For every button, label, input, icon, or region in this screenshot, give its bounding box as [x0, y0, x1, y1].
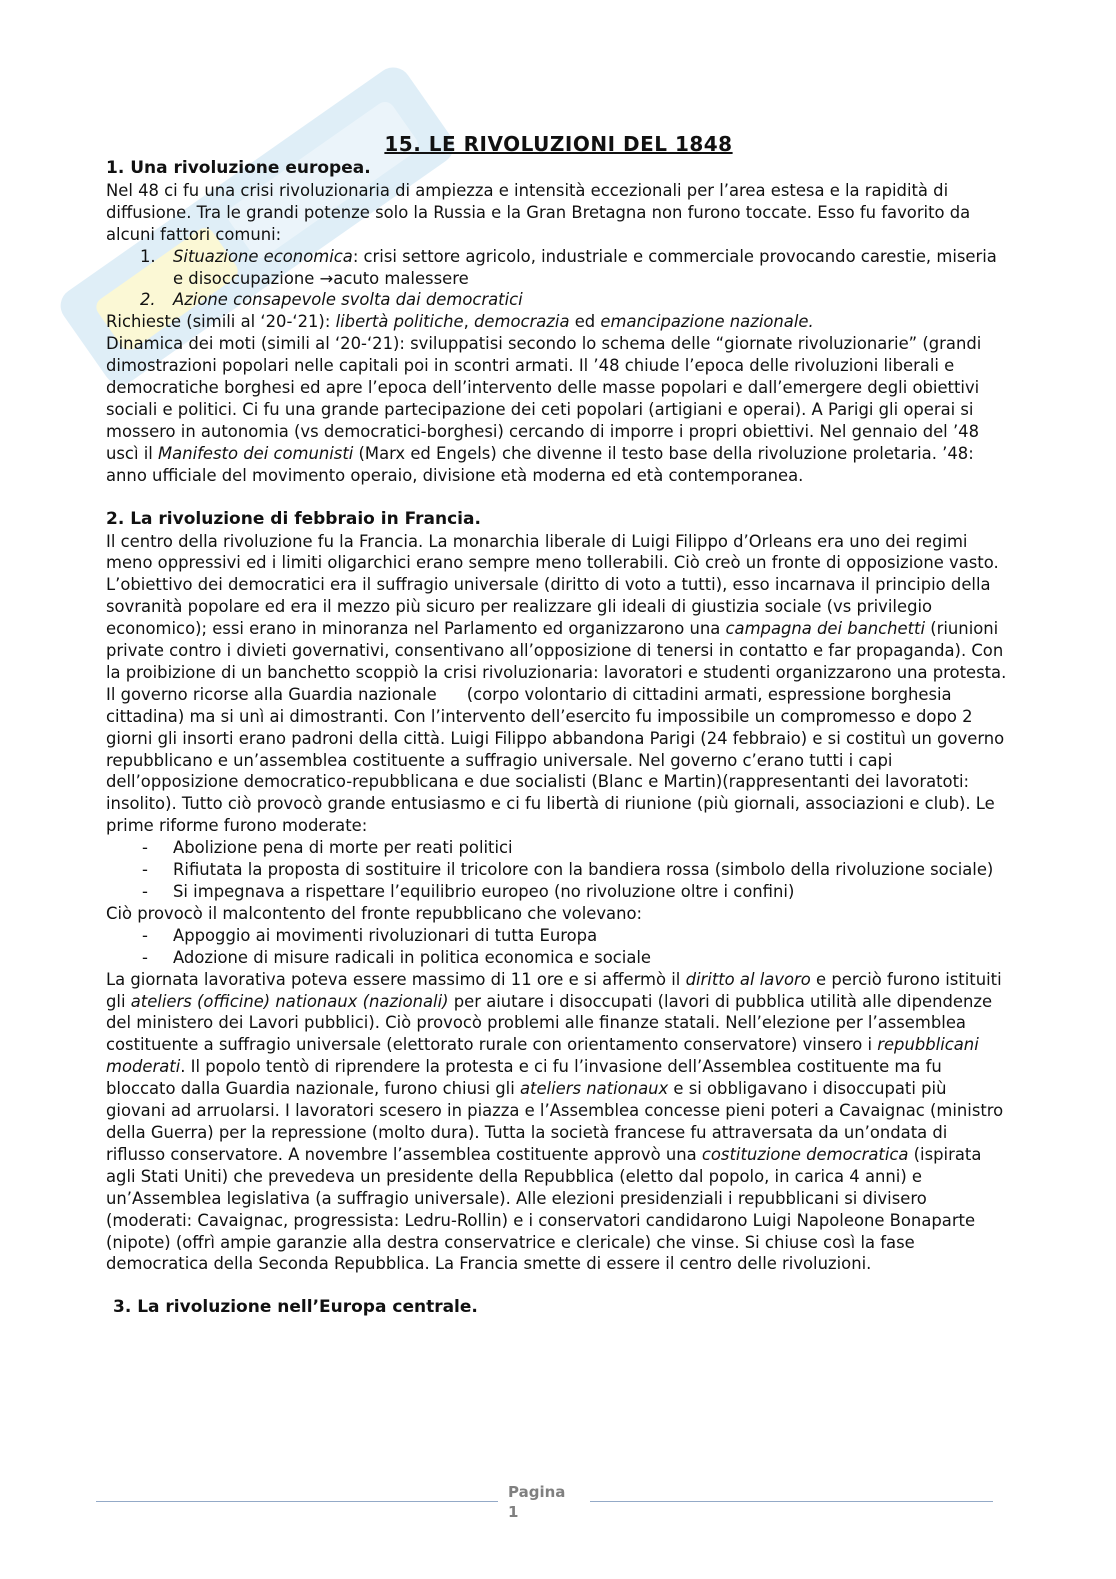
emphasis: libertà politiche	[335, 312, 464, 332]
list-number: 2.	[140, 290, 156, 310]
footer-rule	[590, 1501, 993, 1502]
text: (Marx ed Engels) che divenne il testo base della rivoluzione proletaria. ’48: anno ufficiale del movimento operaio, divisione età moderna ed età contemporanea.	[106, 443, 974, 485]
document-body	[106, 132, 1011, 1319]
section-2	[106, 509, 1011, 1276]
emphasis: Situazione economica	[173, 246, 353, 266]
list-number: 1.	[140, 246, 156, 266]
text: e perciò furono istituiti gli	[106, 969, 1002, 1011]
emphasis: Manifesto dei comunisti	[158, 443, 354, 463]
text: . Il popolo tentò di riprendere la protesta e ci fu l’invasione dell’Assemblea costituente ma fu bloccato dalla Guardia nazionale, furono chiusi gli	[106, 1057, 942, 1099]
section-3	[106, 1297, 1011, 1319]
paragraph	[106, 969, 1011, 1276]
list-item: - Rifiutata la proposta di sostituire il tricolore con la bandiera rossa (simbolo della rivoluzione sociale)	[142, 860, 994, 880]
text: ed	[569, 312, 601, 332]
list-item: - Appoggio ai movimenti rivoluzionari di tutta Europa	[142, 925, 598, 945]
list-item: - Adozione di misure radicali in politica economica e sociale	[142, 947, 652, 967]
list-item: - Abolizione pena di morte per reati politici	[142, 838, 513, 858]
emphasis: diritto al lavoro	[685, 969, 811, 989]
text: Il centro della rivoluzione fu la Francia. La monarchia liberale di Luigi Filippo d’Orleans era uno dei regimi meno oppressivi ed i limiti oligarchici erano sempre meno tollerabili. Ciò creò un fronte di opposizione vasto. L’obiettivo dei democratici era il suffragio universale (diritto di voto a tutti), esso incarnava il principio della sovranità popolare ed era il mezzo più sicuro per realizzare gli ideali di giustizia sociale (vs privilegio economico); essi erano in minoranza nel Parlamento ed organizzarono una	[106, 531, 999, 639]
page-label: Pagina	[508, 1483, 566, 1501]
reforms-list	[106, 837, 1011, 903]
section-heading: 1. Una rivoluzione europea.	[106, 158, 371, 178]
emphasis: emancipazione nazionale.	[600, 312, 814, 332]
text: e si obbligavano i disoccupati più giovani ad arruolarsi. I lavoratori scesero in piazza e l’Assemblea concesse pieni poteri a Cavaignac (ministro della Guerra) per la repressione (molto dura). Tutta la società francese fu attraversata da un’ondata di riflusso conservatore. A novembre l’assemblea costituente approvò una	[106, 1079, 1004, 1164]
emphasis: repubblicani moderati	[106, 1035, 979, 1077]
text: (ispirata agli Stati Uniti) che prevedeva un presidente della Repubblica (eletto dal popolo, in carica 4 anni) e un’Assemblea legislativa (a suffragio universale). Alle elezioni presidenziali i repubblicani si divisero (moderati: Cavaignac, progressista: Ledru-Rollin) e i conservatori candidarono Luigi Napoleone Bonaparte (nipote) (offrì ampie garanzie alla destra conservatrice e clericale) che vinse. Si chiuse così la fase democratica della Seconda Repubblica. La Francia smette di essere il centro delle rivoluzioni.	[106, 1144, 982, 1274]
section-heading: 2. La rivoluzione di febbraio in Francia.	[106, 508, 481, 529]
section-heading: 3. La rivoluzione nell’Europa centrale.	[113, 1297, 478, 1318]
list-item-text: Appoggio ai movimenti rivoluzionari di tutta Europa	[173, 925, 598, 945]
list-item-text: Adozione di misure radicali in politica economica e sociale	[173, 947, 652, 967]
demands-list	[106, 925, 1011, 969]
emphasis: Azione consapevole svolta dai democratici	[173, 290, 523, 310]
emphasis: costituzione democratica	[701, 1144, 909, 1164]
emphasis: campagna dei banchetti	[725, 619, 926, 639]
text: La giornata lavorativa poteva essere massimo di 11 ore e si affermò il	[106, 969, 686, 989]
document-title: 15. LE RIVOLUZIONI DEL 1848	[384, 132, 733, 156]
text: Dinamica dei moti (simili al ‘20-‘21): sviluppatisi secondo lo schema delle “giornate rivoluzionarie” (grandi dimostrazioni popolari nelle capitali poi in scontri armati. Il ’48 chiude l’epoca delle rivoluzioni liberali e democratiche borghesi ed apre l’epoca dell’intervento delle masse popolari e dall’emergere degli obiettivi sociali e politici. Ci fu una grande partecipazione dei ceti popolari (artigiani e operai). A Parigi gli operai si mossero in autonomia (vs democratici-borghesi) cercando di imporre i propri obiettivi. Nel gennaio del ’48 uscì il	[106, 334, 982, 463]
text: ,	[463, 312, 475, 332]
list-item	[106, 289, 1011, 311]
text: (riunioni private contro i divieti governativi, consentivano all’opposizione di tenersi in contatto e far propaganda). Con la proibizione di un banchetto scoppiò la crisi rivoluzionaria: lavoratori e studenti organizzarono una protesta. Il governo ricorse alla Guardia nazionale	[106, 619, 1007, 704]
text: (corpo volontario di cittadini armati, espressione borghesia cittadina) ma si unì ai dimostranti. Con l’intervento dell’esercito fu impossibile un compromesso e dopo 2 giorni gli insorti erano padroni della città. Luigi Filippo abbandona Parigi (24 febbraio) e si costituì un governo repubblicano e un’assemblea costituente a suffragio universale. Nel governo c’erano tutti i capi dell’opposizione democratico-repubblicana e due socialisti (Blanc e Martin)(rappresentanti dei lavoratoti: insolito). Tutto ciò provocò grande entusiasmo e ci fu libertà di riunione (più giornali, associazioni e club). Le prime riforme furono moderate:	[106, 684, 1005, 836]
emphasis: ateliers nationaux	[520, 1079, 669, 1099]
paragraph: Ciò provocò il malcontento del fronte repubblicano che volevano:	[106, 903, 643, 923]
paragraph-dynamics	[106, 333, 1011, 486]
emphasis: democrazia	[474, 312, 570, 332]
page-number-label	[508, 1482, 578, 1522]
section-1	[106, 158, 1011, 487]
list-item-text: Abolizione pena di morte per reati politici	[173, 838, 513, 858]
list-item	[106, 246, 1011, 290]
factors-list	[106, 246, 1011, 312]
text: Richieste (simili al ‘20-‘21):	[106, 312, 336, 332]
list-item-text: Rifiutata la proposta di sostituire il tricolore con la bandiera rossa (simbolo della rivoluzione sociale)	[173, 860, 994, 880]
page-footer	[96, 1482, 993, 1526]
paragraph	[106, 531, 1011, 838]
footer-rule	[96, 1501, 498, 1502]
list-item: - Si impegnava a rispettare l’equilibrio europeo (no rivoluzione oltre i confini)	[142, 882, 795, 901]
list-item-text: : crisi settore agricolo, industriale e commerciale provocando carestie, miseria e disoccupazione →acuto malessere	[173, 246, 997, 288]
page-number: 1	[508, 1503, 519, 1521]
text: per aiutare i disoccupati (lavori di pubblica utilità alle dipendenze del ministero dei Lavori pubblici). Ciò provocò problemi alle finanze statali. Nell’elezione per l’assemblea costituente a suffragio universale (elettorato rurale con orientamento conservatore) vinsero i	[106, 991, 993, 1055]
emphasis: ateliers (officine) nationaux (nazionali)	[130, 991, 449, 1011]
list-item-text: Si impegnava a rispettare l’equilibrio europeo (no rivoluzione oltre i confini)	[173, 882, 795, 901]
paragraph-demands	[106, 311, 1011, 333]
paragraph: Nel 48 ci fu una crisi rivoluzionaria di ampiezza e intensità eccezionali per l’area estesa e la rapidità di diffusione. Tra le grandi potenze solo la Russia e la Gran Bretagna non furono toccate. Esso fu favorito da alcuni fattori comuni:	[106, 180, 971, 244]
